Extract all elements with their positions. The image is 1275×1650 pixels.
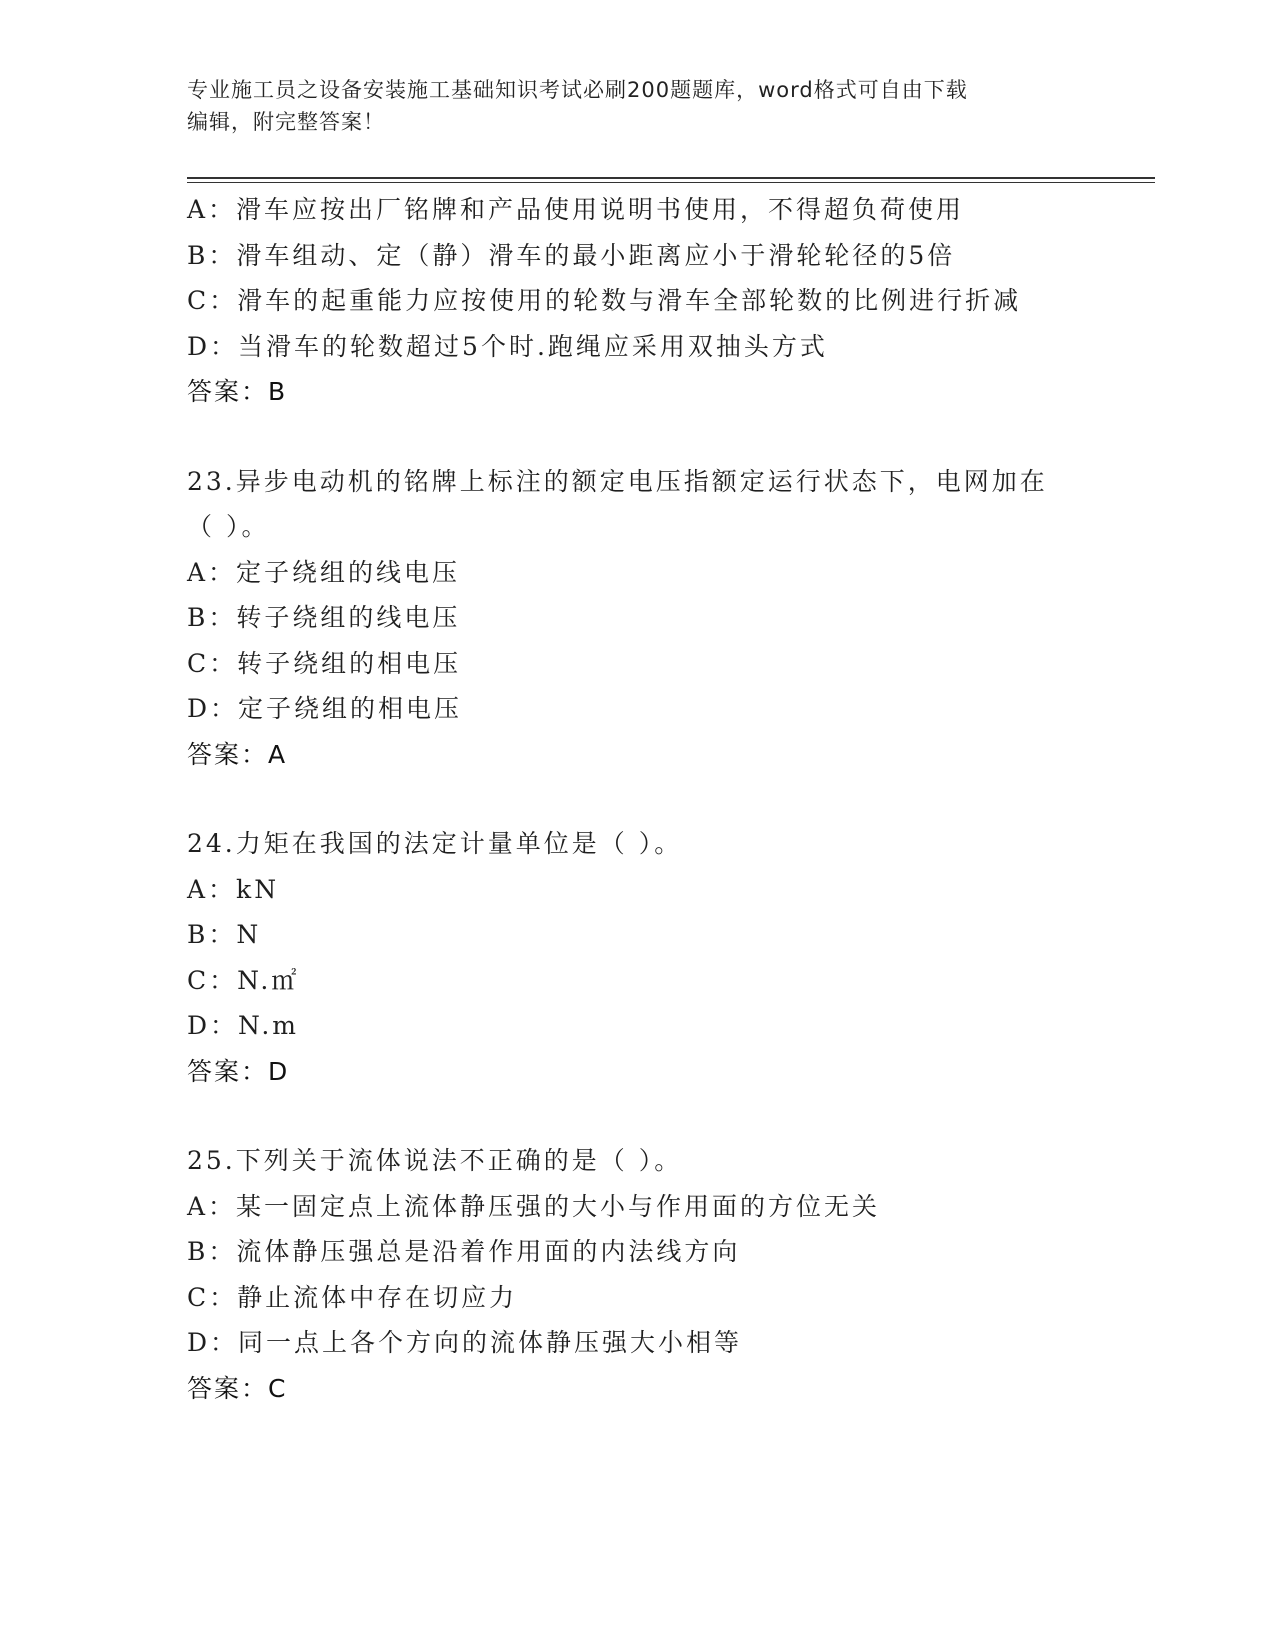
spacer — [187, 415, 1155, 459]
answer-line — [187, 369, 1155, 415]
header-divider-thick — [187, 177, 1155, 179]
question-stem: 24.力矩在我国的法定计量单位是（ ）。 — [187, 829, 683, 858]
option-b: B：转子绕组的线电压 — [187, 603, 461, 632]
header-line-2: 编辑，附完整答案！ — [187, 110, 385, 134]
option-d: D：N.m — [187, 1011, 299, 1040]
header-divider-thin — [187, 182, 1155, 183]
spacer — [187, 777, 1155, 821]
option-b: B：N — [187, 920, 262, 949]
option-c: C：转子绕组的相电压 — [187, 648, 462, 678]
option-a: A：kN — [187, 874, 280, 904]
option-c: C：N.㎡ — [187, 965, 300, 995]
question-25 — [187, 1138, 1155, 1411]
option-a: A：滑车应按出厂铭牌和产品使用说明书使用，不得超负荷使用 — [187, 195, 965, 224]
header-line-1: 专业施工员之设备安装施工基础知识考试必刷200题题库，word格式可自由下载 — [187, 78, 968, 102]
spacer — [187, 1094, 1155, 1138]
option-d: D：同一点上各个方向的流体静压强大小相等 — [187, 1328, 743, 1357]
answer-line — [187, 732, 1155, 778]
answer-value: B — [268, 377, 288, 406]
option-b: B：流体静压强总是沿着作用面的内法线方向 — [187, 1237, 741, 1266]
answer-line — [187, 1049, 1155, 1095]
question-stem-continued: （ ）。 — [187, 512, 270, 541]
answer-line — [187, 1366, 1155, 1412]
answer-value: C — [268, 1373, 288, 1403]
option-d: D：定子绕组的相电压 — [187, 694, 463, 723]
option-b: B：滑车组动、定（静）滑车的最小距离应小于滑轮轮径的5倍 — [187, 240, 956, 270]
option-d: D：当滑车的轮数超过5个时.跑绳应采用双抽头方式 — [187, 331, 828, 361]
question-23 — [187, 459, 1155, 778]
answer-label: 答案： — [187, 739, 269, 769]
question-22 — [187, 187, 1155, 415]
option-c: C：滑车的起重能力应按使用的轮数与滑车全部轮数的比例进行折减 — [187, 286, 1022, 315]
answer-value: D — [268, 1056, 290, 1086]
answer-label: 答案： — [187, 1373, 269, 1403]
document-header — [187, 74, 1087, 138]
option-a: A：某一固定点上流体静压强的大小与作用面的方位无关 — [187, 1191, 881, 1221]
option-a: A：定子绕组的线电压 — [187, 557, 461, 587]
answer-label: 答案： — [187, 1056, 269, 1086]
question-list — [187, 187, 1155, 1411]
question-24 — [187, 821, 1155, 1094]
question-stem: 25.下列关于流体说法不正确的是（ ）。 — [187, 1146, 683, 1175]
question-stem: 23.异步电动机的铭牌上标注的额定电压指额定运行状态下，电网加在 — [187, 466, 1048, 496]
answer-value: A — [268, 739, 288, 769]
answer-label: 答案： — [187, 377, 269, 406]
option-c: C：静止流体中存在切应力 — [187, 1282, 518, 1312]
